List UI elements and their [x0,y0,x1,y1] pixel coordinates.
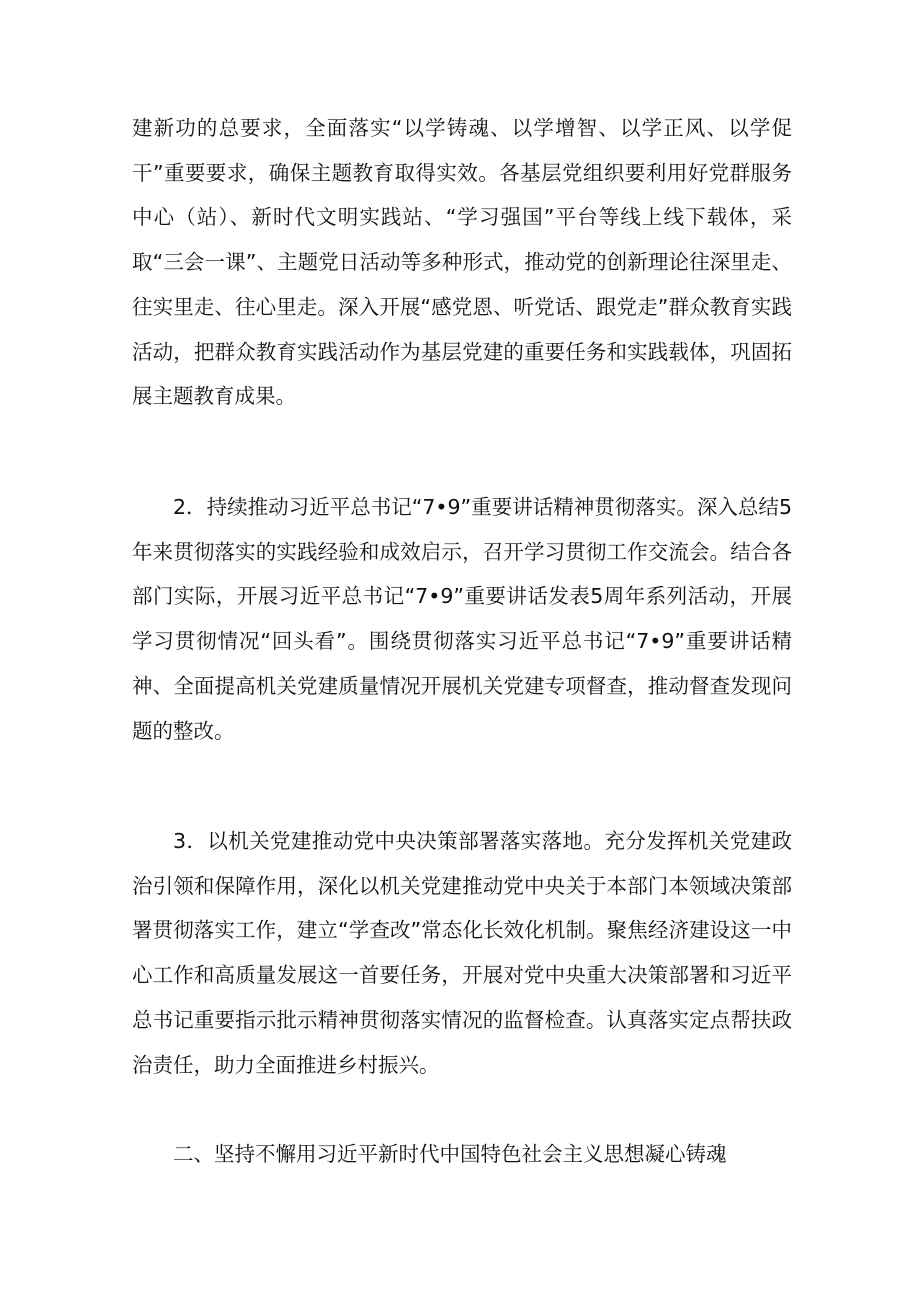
paragraph-continuation: 建新功的总要求，全面落实“以学铸魂、以学增智、以学正风、以学促干”重要要求，确保主题教育取得实效。各基层党组织要利用好党群服务中心（站）、新时代文明实践站、“学习强国”平台等线上线下载体，采取“三会一课”、主题党日活动等多种形式，推动党的创新理论往深里走、往实里走、往心里走。深入开展“感党恩、听党话、跟党走”群众教育实践活动，把群众教育实践活动作为基层党建的重要任务和实践载体，巩固拓展主题教育成果。 [132,116,792,409]
section-heading: 二、坚持不懈用习近平新时代中国特色社会主义思想凝心铸魂 [173,1142,727,1166]
paragraph-item-3: 3．以机关党建推动党中央决策部署落实落地。充分发挥机关党建政治引领和保障作用，深化以机关党建推动党中央关于本部门本领域决策部署贯彻落实工作，建立“学查改”常态化长效化机制。聚焦经济建设这一中心工作和高质量发展这一首要任务，开展对党中央重大决策部署和习近平总书记重要指示批示精神贯彻落实情况的监督检查。认真落实定点帮扶政治责任，助力全面推进乡村振兴。 [132,829,792,1077]
paragraph-item-2: 2．持续推动习近平总书记“7•9”重要讲话精神贯彻落实。深入总结5年来贯彻落实的实践经验和成效启示，召开学习贯彻工作交流会。结合各部门实际，开展习近平总书记“7•9”重要讲话发表5周年系列活动，开展学习贯彻情况“回头看”。围绕贯彻落实习近平总书记“7•9”重要讲话精神、全面提高机关党建质量情况开展机关党建专项督查，推动督查发现问题的整改。 [132,495,792,743]
